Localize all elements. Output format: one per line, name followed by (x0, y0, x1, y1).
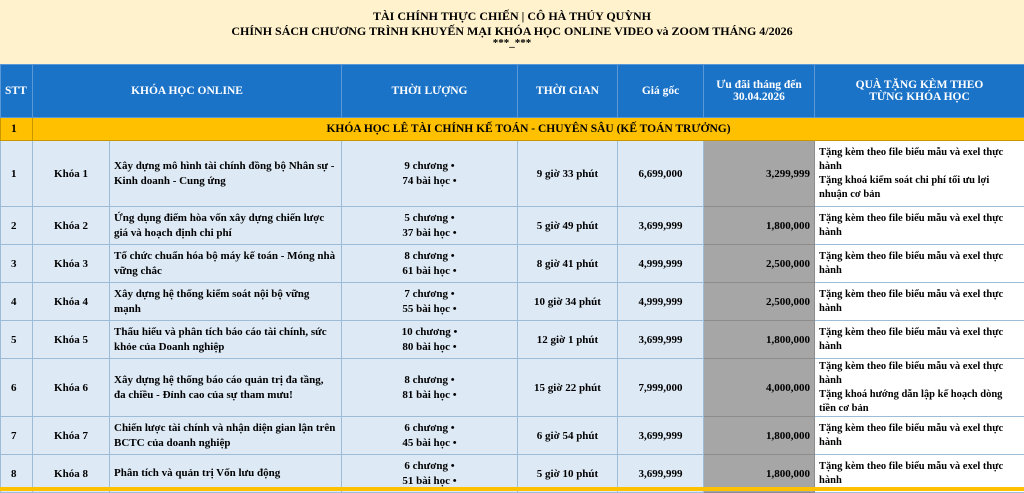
row-course-code: Khóa 7 (33, 417, 110, 455)
row-lessons: 45 bài học • (346, 436, 513, 451)
gift-text: Tặng kèm theo file biểu mẫu và exel thực hành (819, 146, 1020, 174)
row-stt: 5 (1, 321, 33, 359)
row-stt: 8 (1, 455, 33, 493)
row-chapters: 5 chương • (346, 211, 513, 226)
row-chapters: 6 chương • (346, 459, 513, 474)
column-header-row (1, 65, 1024, 118)
row-gift (815, 283, 1024, 321)
next-section-bar (0, 487, 1024, 491)
col-header-gift (815, 65, 1024, 118)
col-header-promo (704, 65, 815, 118)
row-price: 3,699,999 (618, 321, 704, 359)
gift-text: Tặng kèm theo file biểu mẫu và exel thực hành (819, 326, 1020, 354)
table-row (1, 283, 1024, 321)
row-promo-price: 1,800,000 (704, 321, 815, 359)
row-stt: 6 (1, 359, 33, 417)
row-price: 4,999,999 (618, 283, 704, 321)
col-header-stt: STT (1, 65, 33, 118)
row-promo-price: 1,800,000 (704, 455, 815, 493)
header-separator: ***_*** (0, 37, 1024, 49)
row-time: 5 giờ 10 phút (518, 455, 618, 493)
table-row (1, 417, 1024, 455)
col-header-gift-line2: TỪNG KHÓA HỌC (819, 91, 1020, 103)
gift-text: Tặng kèm theo file biểu mẫu và exel thực hành (819, 360, 1020, 388)
section-title: KHÓA HỌC LÊ TÀI CHÍNH KẾ TOÁN - CHUYÊN SÂU (KẾ TOÁN TRƯỞNG) (33, 118, 1024, 141)
row-lessons: 37 bài học • (346, 226, 513, 241)
table-row (1, 207, 1024, 245)
row-lessons: 74 bài học • (346, 174, 513, 189)
row-chapters: 9 chương • (346, 159, 513, 174)
row-price: 7,999,000 (618, 359, 704, 417)
row-promo-price: 3,299,999 (704, 141, 815, 207)
gift-text-extra: Tặng khoá kiểm soát chi phí tối ưu lợi nhuận cơ bản (819, 174, 1020, 202)
row-price: 3,699,999 (618, 455, 704, 493)
row-duration (342, 417, 518, 455)
col-header-course: KHÓA HỌC ONLINE (33, 65, 342, 118)
row-time: 9 giờ 33 phút (518, 141, 618, 207)
row-course-name: Ứng dụng điểm hòa vốn xây dựng chiến lược giá và hoạch định chi phí (110, 207, 342, 245)
header-subtitle: CHÍNH SÁCH CHƯƠNG TRÌNH KHUYẾN MẠI KHÓA HỌC ONLINE VIDEO và ZOOM THÁNG 4/2026 (0, 24, 1024, 39)
row-duration (342, 321, 518, 359)
row-course-name: Thấu hiểu và phân tích báo cáo tài chính, sức khỏe của Doanh nghiệp (110, 321, 342, 359)
row-course-name: Chiến lược tài chính và nhận diện gian lận trên BCTC của doanh nghiệp (110, 417, 342, 455)
section-row (1, 118, 1024, 141)
col-header-promo-line1: Ưu đãi tháng đến (708, 79, 810, 91)
table-row (1, 321, 1024, 359)
row-chapters: 8 chương • (346, 373, 513, 388)
row-gift (815, 141, 1024, 207)
row-course-code: Khóa 5 (33, 321, 110, 359)
header-title: TÀI CHÍNH THỰC CHIẾN | CÔ HÀ THÚY QUỲNH (0, 9, 1024, 24)
gift-text: Tặng kèm theo file biểu mẫu và exel thực hành (819, 422, 1020, 450)
row-course-name: Xây dựng hệ thống báo cáo quản trị đa tầng, đa chiều - Đỉnh cao của sự tham mưu! (110, 359, 342, 417)
row-duration (342, 141, 518, 207)
col-header-promo-line2: 30.04.2026 (708, 91, 810, 103)
row-time: 12 giờ 1 phút (518, 321, 618, 359)
row-lessons: 55 bài học • (346, 302, 513, 317)
row-gift (815, 417, 1024, 455)
row-gift (815, 359, 1024, 417)
gift-text: Tặng kèm theo file biểu mẫu và exel thực hành (819, 460, 1020, 488)
row-course-name: Tổ chức chuẩn hóa bộ máy kế toán - Móng nhà vững chắc (110, 245, 342, 283)
row-promo-price: 1,800,000 (704, 417, 815, 455)
row-duration (342, 245, 518, 283)
row-price: 4,999,999 (618, 245, 704, 283)
row-course-code: Khóa 4 (33, 283, 110, 321)
row-time: 15 giờ 22 phút (518, 359, 618, 417)
row-stt: 4 (1, 283, 33, 321)
row-course-name: Xây dựng mô hình tài chính đồng bộ Nhân sự - Kinh doanh - Cung ứng (110, 141, 342, 207)
row-course-code: Khóa 6 (33, 359, 110, 417)
table-row (1, 359, 1024, 417)
table-row (1, 141, 1024, 207)
gift-text: Tặng kèm theo file biểu mẫu và exel thực hành (819, 288, 1020, 316)
row-stt: 1 (1, 141, 33, 207)
row-chapters: 7 chương • (346, 287, 513, 302)
row-gift (815, 245, 1024, 283)
row-price: 3,699,999 (618, 417, 704, 455)
gift-text: Tặng kèm theo file biểu mẫu và exel thực hành (819, 212, 1020, 240)
row-promo-price: 1,800,000 (704, 207, 815, 245)
row-course-name: Phân tích và quản trị Vốn lưu động (110, 455, 342, 493)
gift-text-extra: Tặng khoá hướng dẫn lập kế hoạch dòng tiền cơ bản (819, 388, 1020, 416)
row-gift (815, 321, 1024, 359)
table-row (1, 245, 1024, 283)
col-header-time: THỜI GIAN (518, 65, 618, 118)
row-stt: 2 (1, 207, 33, 245)
row-promo-price: 4,000,000 (704, 359, 815, 417)
row-course-code: Khóa 8 (33, 455, 110, 493)
row-stt: 3 (1, 245, 33, 283)
row-time: 6 giờ 54 phút (518, 417, 618, 455)
col-header-gift-line1: QUÀ TẶNG KÈM THEO (819, 79, 1020, 91)
row-lessons: 51 bài học • (346, 474, 513, 489)
section-number: 1 (1, 118, 33, 141)
row-time: 5 giờ 49 phút (518, 207, 618, 245)
row-duration (342, 207, 518, 245)
row-course-code: Khóa 1 (33, 141, 110, 207)
row-lessons: 80 bài học • (346, 340, 513, 355)
row-course-code: Khóa 3 (33, 245, 110, 283)
col-header-price: Giá gốc (618, 65, 704, 118)
row-chapters: 10 chương • (346, 325, 513, 340)
row-price: 6,699,000 (618, 141, 704, 207)
row-duration (342, 359, 518, 417)
row-lessons: 61 bài học • (346, 264, 513, 279)
row-time: 10 giờ 34 phút (518, 283, 618, 321)
gift-text: Tặng kèm theo file biểu mẫu và exel thực hành (819, 250, 1020, 278)
document-header (0, 0, 1024, 64)
col-header-duration: THỜI LƯỢNG (342, 65, 518, 118)
row-promo-price: 2,500,000 (704, 283, 815, 321)
row-chapters: 6 chương • (346, 421, 513, 436)
row-course-name: Xây dựng hệ thống kiểm soát nội bộ vững mạnh (110, 283, 342, 321)
promotion-table (0, 64, 1024, 493)
row-duration (342, 283, 518, 321)
row-time: 8 giờ 41 phút (518, 245, 618, 283)
row-chapters: 8 chương • (346, 249, 513, 264)
row-price: 3,699,999 (618, 207, 704, 245)
row-promo-price: 2,500,000 (704, 245, 815, 283)
row-stt: 7 (1, 417, 33, 455)
row-lessons: 81 bài học • (346, 388, 513, 403)
row-gift (815, 207, 1024, 245)
row-course-code: Khóa 2 (33, 207, 110, 245)
